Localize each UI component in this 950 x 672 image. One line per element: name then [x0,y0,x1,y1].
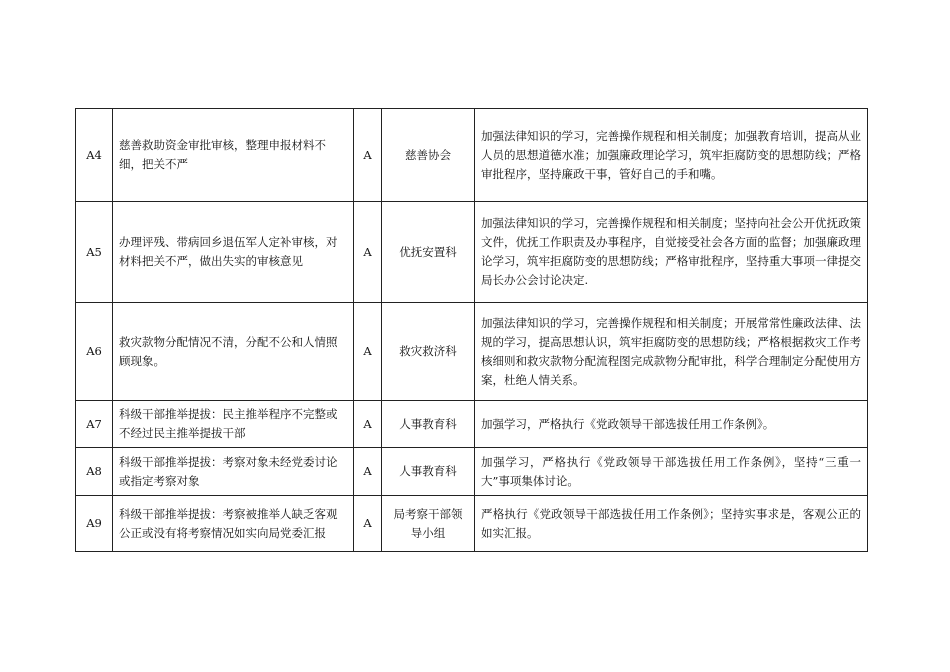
risk-level: A [354,303,382,401]
responsible-department: 救灾救济科 [382,303,475,401]
table-row [76,109,868,202]
risk-control-table [75,108,868,552]
responsible-department: 优抚安置科 [382,202,475,303]
prevention-measures: 加强法律知识的学习，完善操作规程和相关制度；开展常常性廉政法律、法规的学习，提高思想认识，筑牢拒腐防变的思想防线；严格根据救灾工作考核细则和救灾款物分配流程图完成款物分配审批，科学合理制定分配使用方案，杜绝人情关系。 [475,303,868,401]
responsible-department: 人事教育科 [382,448,475,496]
table-row [76,202,868,303]
prevention-measures: 加强法律知识的学习，完善操作规程和相关制度；加强教育培训，提高从业人员的思想道德水准；加强廉政理论学习，筑牢拒腐防变的思想防线；严格审批程序，坚持廉政干事，管好自己的手和嘴。 [475,109,868,202]
prevention-measures: 加强法律知识的学习，完善操作规程和相关制度；坚持向社会公开优抚政策文件，优抚工作职责及办事程序，自觉接受社会各方面的监督；加强廉政理论学习，筑牢拒腐防变的思想防线；严格审批程序，坚持重大事项一律提交局长办公会讨论决定. [475,202,868,303]
prevention-measures: 严格执行《党政领导干部选拔任用工作条例》；坚持实事求是，客观公正的如实汇报。 [475,496,868,552]
risk-description: 科级干部推举提拔：民主推举程序不完整或不经过民主推举提拔干部 [113,401,354,448]
risk-level: A [354,109,382,202]
table-row [76,496,868,552]
prevention-measures: 加强学习，严格执行《党政领导干部选拔任用工作条例》，坚持“三重一大”事项集体讨论。 [475,448,868,496]
risk-level: A [354,496,382,552]
risk-id: A4 [76,109,113,202]
risk-id: A8 [76,448,113,496]
risk-level: A [354,448,382,496]
responsible-department: 人事教育科 [382,401,475,448]
risk-description: 救灾款物分配情况不清，分配不公和人情照顾现象。 [113,303,354,401]
risk-id: A7 [76,401,113,448]
risk-id: A9 [76,496,113,552]
risk-description: 办理评残、带病回乡退伍军人定补审核，对材料把关不严，做出失实的审核意见 [113,202,354,303]
table-row [76,303,868,401]
table-row [76,448,868,496]
risk-description: 慈善救助资金审批审核，整理申报材料不细，把关不严 [113,109,354,202]
risk-id: A6 [76,303,113,401]
risk-description: 科级干部推举提拔：考察被推举人缺乏客观公正或没有将考察情况如实向局党委汇报 [113,496,354,552]
table-row [76,401,868,448]
responsible-department: 慈善协会 [382,109,475,202]
risk-description: 科级干部推举提拔：考察对象未经党委讨论或指定考察对象 [113,448,354,496]
risk-id: A5 [76,202,113,303]
prevention-measures: 加强学习，严格执行《党政领导干部选拔任用工作条例》。 [475,401,868,448]
responsible-department: 局考察干部领导小组 [382,496,475,552]
risk-level: A [354,202,382,303]
risk-level: A [354,401,382,448]
